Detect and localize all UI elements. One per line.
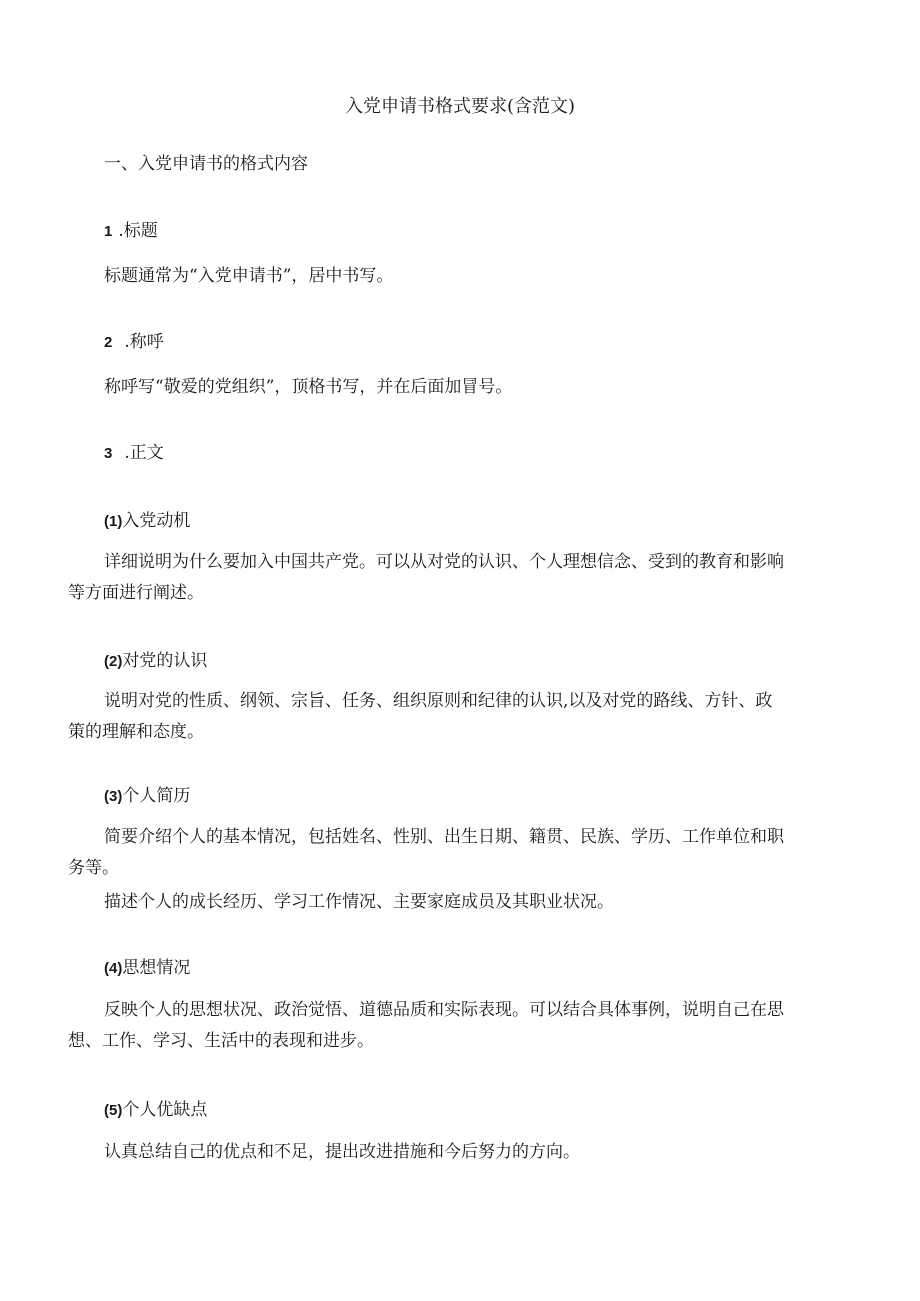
- subitem-paragraph: [68, 822, 852, 918]
- item-label: .正文: [124, 443, 164, 463]
- subitem-number: (2): [104, 653, 123, 670]
- subitem-heading: [104, 509, 190, 534]
- section-heading: 一、入党申请书的格式内容: [104, 154, 308, 174]
- document-title: 入党申请书格式要求(含范文): [344, 96, 576, 117]
- subitem-label: 个人简历: [122, 786, 191, 806]
- item-number: 2: [104, 334, 113, 351]
- subitem-label: 入党动机: [122, 511, 191, 531]
- paragraph-line: 简要介绍个人的基本情况，包括姓名、性别、出生日期、籍贯、民族、学历、工作单位和职: [104, 827, 784, 847]
- paragraph-line: 详细说明为什么要加入中国共产党。可以从对党的认识、个人理想信念、受到的教育和影响: [104, 552, 784, 572]
- subitem-heading: [104, 649, 207, 674]
- paragraph-line: 等方面进行阐述。: [68, 583, 204, 603]
- paragraph-line: 反映个人的思想状况、政治觉悟、道德品质和实际表现。可以结合具体事例，说明自己在思: [104, 1000, 784, 1020]
- subitem-number: (1): [104, 513, 123, 530]
- item-heading-title: [104, 219, 158, 244]
- subitem-number: (3): [104, 788, 123, 805]
- item-text: 称呼写“敬爱的党组织”，顶格书写，并在后面加冒号。: [104, 377, 513, 397]
- subitem-heading: [104, 784, 190, 809]
- item-heading-salutation: [104, 330, 164, 355]
- paragraph-line: 想、工作、学习、生活中的表现和进步。: [68, 1031, 374, 1051]
- item-heading-body: [104, 441, 164, 466]
- paragraph-line: 描述个人的成长经历、学习工作情况、主要家庭成员及其职业状况。: [104, 892, 614, 912]
- subitem-paragraph: [104, 1137, 852, 1168]
- paragraph-line: 务等。: [68, 858, 119, 878]
- subitem-paragraph: [68, 686, 852, 748]
- subitem-number: (5): [104, 1102, 123, 1119]
- paragraph-line: 认真总结自己的优点和不足，提出改进措施和今后努力的方向。: [104, 1142, 580, 1162]
- subitem-paragraph: [68, 547, 852, 609]
- subitem-paragraph: [68, 995, 852, 1057]
- subitem-heading: [104, 956, 190, 981]
- item-text: 标题通常为“入党申请书”，居中书写。: [104, 266, 394, 286]
- item-label: .称呼: [124, 332, 164, 352]
- subitem-label: 个人优缺点: [122, 1100, 208, 1120]
- subitem-heading: [104, 1098, 207, 1123]
- item-number: 3: [104, 445, 113, 462]
- item-label: .标题: [118, 221, 158, 241]
- subitem-label: 思想情况: [122, 958, 191, 978]
- paragraph-line: 策的理解和态度。: [68, 722, 204, 742]
- subitem-number: (4): [104, 960, 123, 977]
- item-number: 1: [104, 223, 113, 240]
- paragraph-line: 说明对党的性质、纲领、宗旨、任务、组织原则和纪律的认识,以及对党的路线、方针、政: [104, 691, 773, 711]
- subitem-label: 对党的认识: [122, 651, 208, 671]
